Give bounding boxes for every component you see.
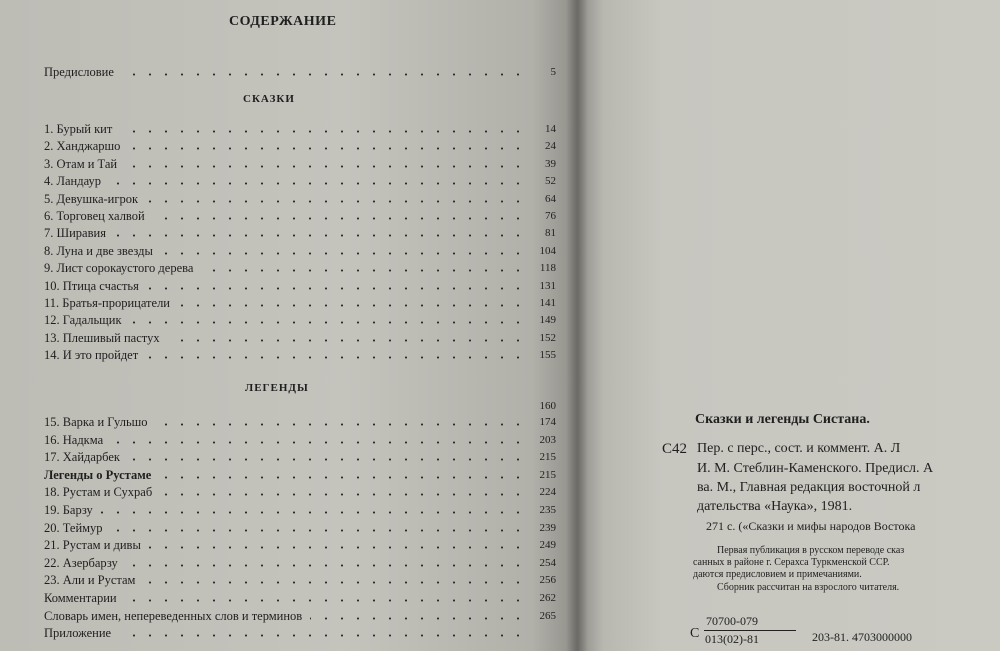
preface-entry xyxy=(44,64,556,80)
dot-leader xyxy=(147,287,526,290)
toc-entry xyxy=(44,312,556,328)
entry-title: Словарь имен, непереведенных слов и терминов xyxy=(44,608,303,623)
dot-leader xyxy=(114,234,526,237)
toc-entry xyxy=(44,156,556,172)
bib-index-suffix: 203-81. 4703000000 xyxy=(812,630,912,644)
entry-title: 23. Али и Рустам xyxy=(44,573,136,588)
entry-page: 39 xyxy=(545,157,556,170)
dot-leader xyxy=(160,493,526,496)
toc-entry xyxy=(44,520,556,536)
dot-leader xyxy=(168,339,526,342)
entry-page: 249 xyxy=(539,539,556,552)
book-gutter xyxy=(566,0,588,651)
dot-leader xyxy=(125,165,526,168)
annotation-line-2: санных в районе г. Серахса Туркменской ССР. xyxy=(693,557,890,568)
bib-line-2: И. М. Стеблин-Каменского. Предисл. А xyxy=(697,461,934,476)
section-heading-tales: СКАЗКИ xyxy=(243,93,295,105)
entry-title: 4. Ландаур xyxy=(44,174,101,189)
contents-heading: СОДЕРЖАНИЕ xyxy=(229,14,337,29)
entry-title: 13. Плешивый пастух xyxy=(44,330,160,345)
toc-entry xyxy=(44,502,556,518)
bib-line-1: Пер. с перс., сост. и коммент. А. Л xyxy=(697,441,901,456)
entry-page: 262 xyxy=(539,592,556,604)
dot-leader xyxy=(146,356,526,359)
dot-leader xyxy=(128,147,526,150)
toc-entry xyxy=(44,449,556,465)
toc-entry xyxy=(44,191,556,207)
dot-leader xyxy=(122,73,526,76)
series-line: 271 с. («Сказки и мифы народов Востока xyxy=(706,519,916,533)
toc-entry xyxy=(44,138,556,154)
toc-entry xyxy=(44,121,556,137)
dot-leader xyxy=(159,476,526,479)
entry-title: 2. Ханджаршо xyxy=(44,139,121,154)
bib-index-denominator: 013(02)-81 xyxy=(705,632,759,646)
toc-entry xyxy=(44,225,556,241)
section-heading-legends: ЛЕГЕНДЫ xyxy=(245,382,309,394)
bib-line-3: ва. М., Главная редакция восточной л xyxy=(697,480,921,495)
entry-title: Комментарии xyxy=(44,591,117,605)
entry-title: 9. Лист сорокаустого дерева xyxy=(44,261,194,276)
dot-leader xyxy=(111,529,526,532)
entry-page: 160 xyxy=(539,400,556,412)
dot-leader xyxy=(101,511,526,514)
dot-leader xyxy=(161,252,526,255)
toc-entry xyxy=(44,278,556,294)
entry-title: 19. Барзу xyxy=(44,503,93,517)
toc-entry xyxy=(44,555,556,571)
entry-title: Приложение xyxy=(44,626,112,641)
entry-title: 12. Гадальщик xyxy=(44,313,122,328)
dot-leader xyxy=(201,269,526,272)
toc-entry xyxy=(44,243,556,259)
toc-entry xyxy=(44,414,556,430)
toc-entry xyxy=(44,537,556,553)
entry-page: 81 xyxy=(545,227,556,240)
entry-page: 235 xyxy=(539,504,556,516)
toc-entry xyxy=(44,295,556,311)
dot-leader xyxy=(130,321,526,324)
entry-title: 7. Ширавия xyxy=(44,226,106,241)
dot-leader xyxy=(126,564,526,567)
entry-title: 8. Луна и две звезды xyxy=(44,243,153,258)
entry-page: 152 xyxy=(539,331,556,344)
toc-entry xyxy=(44,260,556,276)
entry-title: 5. Девушка-игрок xyxy=(44,191,139,206)
dot-leader xyxy=(146,200,526,203)
entry-page: 131 xyxy=(539,279,556,292)
bib-line-4: дательства «Наука», 1981. xyxy=(697,499,853,514)
bib-index-fraction-bar xyxy=(704,630,796,631)
toc-entry xyxy=(44,572,556,588)
entry-page: 215 xyxy=(539,468,556,481)
entry-page: 64 xyxy=(545,192,556,205)
entry-title: 6. Торговец халвой xyxy=(44,209,145,223)
entry-page: 14 xyxy=(545,123,556,135)
entry-page: 141 xyxy=(539,297,556,309)
dot-leader xyxy=(109,182,526,185)
entry-title: 15. Варка и Гульшо xyxy=(44,415,148,429)
entry-title: 18. Рустам и Сухраб xyxy=(44,485,153,500)
library-code: С42 xyxy=(662,441,688,457)
dot-leader xyxy=(149,546,526,549)
entry-page: 104 xyxy=(539,244,556,257)
toc-entry xyxy=(44,484,556,500)
book-title: Сказки и легенды Систана. xyxy=(695,412,870,427)
entry-page: 224 xyxy=(539,486,556,499)
annotation-line-4: Сборник рассчитан на взрослого читателя. xyxy=(717,582,900,593)
toc-entry xyxy=(44,432,556,448)
entry-title: 14. И это пройдет xyxy=(44,348,139,363)
toc-entry xyxy=(44,608,556,624)
annotation-line-3: даются предисловием и примечаниями. xyxy=(693,569,862,580)
entry-title: 22. Азербарзу xyxy=(44,555,118,570)
dot-leader xyxy=(111,441,526,444)
entry-title: Легенды о Рустаме xyxy=(44,467,152,482)
dot-leader xyxy=(310,617,526,620)
toc-entry xyxy=(44,467,556,483)
entry-page: 174 xyxy=(539,416,556,428)
toc-entry xyxy=(44,330,556,346)
dot-leader xyxy=(125,599,526,602)
toc-entry xyxy=(44,347,556,363)
entry-page: 203 xyxy=(539,433,556,446)
entry-page: 52 xyxy=(545,175,556,188)
toc-entry xyxy=(44,173,556,189)
annotation-line-1: Первая публикация в русском переводе сказ xyxy=(717,545,905,556)
entry-page: 118 xyxy=(539,262,556,275)
entry-title: 21. Рустам и дивы xyxy=(44,538,141,553)
toc-entry xyxy=(44,590,556,606)
bib-index-letter: С xyxy=(690,626,700,641)
entry-page: 256 xyxy=(539,574,556,587)
entry-page: 254 xyxy=(539,556,556,569)
entry-title: Предисловие xyxy=(44,65,114,79)
toc-entry xyxy=(44,625,556,641)
entry-page: 24 xyxy=(545,140,556,153)
entry-title: 16. Надкма xyxy=(44,432,104,447)
entry-title: 11. Братья-прорицатели xyxy=(44,296,170,310)
entry-title: 20. Теймур xyxy=(44,520,103,535)
dot-leader xyxy=(120,130,526,133)
dot-leader xyxy=(153,217,526,220)
entry-page: 155 xyxy=(539,349,556,362)
entry-title: 17. Хайдарбек xyxy=(44,450,120,465)
legends-first-page-row xyxy=(44,398,556,414)
entry-title: 1. Бурый кит xyxy=(44,122,113,136)
entry-page: 265 xyxy=(539,609,556,622)
toc-entry xyxy=(44,208,556,224)
entry-page: 215 xyxy=(539,451,556,464)
bib-index-numerator: 70700-079 xyxy=(706,614,758,628)
entry-page: 149 xyxy=(539,314,556,327)
dot-leader xyxy=(156,423,526,426)
entry-title: 10. Птица счастья xyxy=(44,278,139,293)
dot-leader xyxy=(143,581,526,584)
entry-page: 5 xyxy=(550,66,556,78)
dot-leader xyxy=(178,304,526,307)
entry-page: 76 xyxy=(545,210,556,222)
entry-title: 3. Отам и Тай xyxy=(44,156,118,171)
dot-leader xyxy=(128,458,526,461)
entry-page: 239 xyxy=(539,521,556,534)
dot-leader xyxy=(119,634,526,637)
